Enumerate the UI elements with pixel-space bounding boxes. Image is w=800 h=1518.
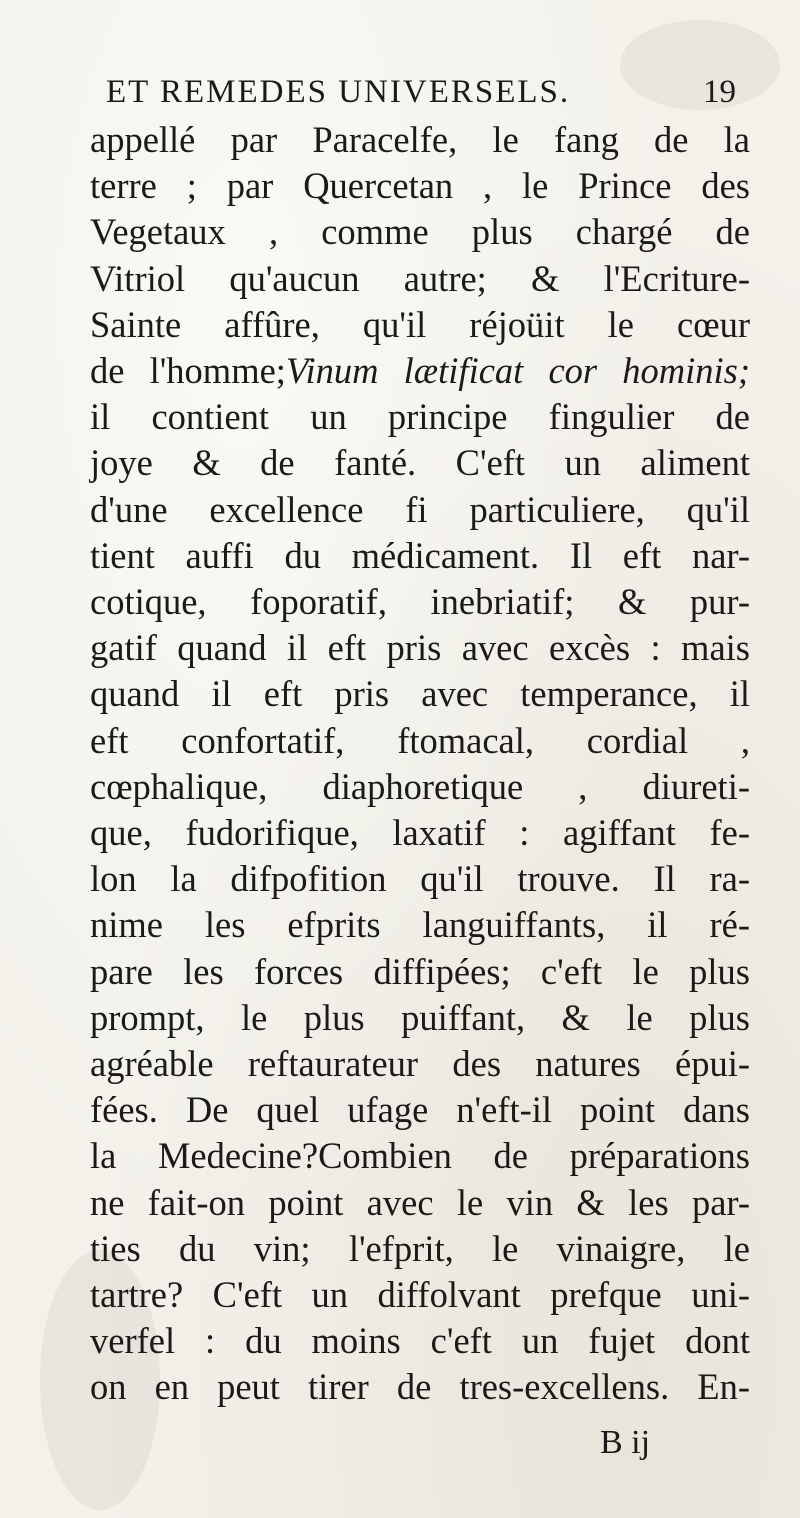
page-header <box>106 74 736 118</box>
text-line-main: quand il eft pris avec temperance, il <box>90 673 750 715</box>
text-line <box>90 1367 750 1407</box>
text-line <box>90 1321 750 1361</box>
text-line <box>90 905 750 945</box>
text-line-main: appellé par Paracelfe, le fang de la <box>90 119 750 160</box>
text-line-main: nime les efprits languiffants, il ré- <box>90 904 750 946</box>
text-line-main: fées. De quel ufage n'eft-il point dans <box>90 1089 750 1131</box>
text-line-main: de l'homme; <box>90 350 286 391</box>
text-line <box>90 582 750 622</box>
text-line-main: terre ; par Quercetan , le Prince des <box>90 165 750 207</box>
text-line <box>90 212 750 252</box>
text-line <box>90 443 750 483</box>
text-line-main: on en peut tirer de tres-excellens. En- <box>90 1366 750 1408</box>
text-line <box>90 397 750 437</box>
text-line-main: Vegetaux , comme plus chargé de <box>90 211 750 253</box>
text-line <box>90 1044 750 1084</box>
page-number: 19 <box>703 74 736 110</box>
body-text <box>0 120 800 1450</box>
text-line-main: tient auffi du médicament. Il eft nar- <box>90 534 750 576</box>
text-line <box>90 1136 750 1176</box>
text-line <box>90 859 750 899</box>
text-line <box>90 767 750 807</box>
text-line-main: la Medecine?Combien de préparations <box>90 1135 750 1177</box>
text-line-main: tartre? C'eft un diffolvant prefque uni- <box>90 1274 750 1315</box>
text-line-main: d'une excellence fi particuliere, qu'il <box>90 488 750 530</box>
text-line <box>90 490 750 530</box>
text-line-main: cotique, foporatif, inebriatif; & pur- <box>90 581 750 622</box>
text-line <box>90 120 750 160</box>
text-line-main: ties du vin; l'efprit, le vinaigre, le <box>90 1227 750 1269</box>
text-line-main: lon la difpofition qu'il trouve. Il ra- <box>90 858 750 900</box>
text-line-main: eft confortatif, ftomacal, cordial , <box>90 719 750 761</box>
text-line <box>90 1090 750 1130</box>
text-line <box>90 166 750 206</box>
text-line <box>90 952 750 992</box>
text-line-main: joye & de fanté. C'eft un aliment <box>90 442 750 484</box>
text-line <box>90 813 750 853</box>
text-line <box>90 536 750 576</box>
text-line-main: Sainte affûre, qu'il réjoüit le cœur <box>90 303 750 345</box>
latin-quotation: Vinum lætificat cor hominis; <box>285 350 750 391</box>
running-title: ET REMEDES UNIVERSELS. <box>106 74 571 110</box>
text-line <box>90 674 750 714</box>
signature-mark: B ij <box>600 1424 651 1461</box>
text-line-main: ne fait-on point avec le vin & les par- <box>90 1181 750 1223</box>
text-line <box>90 1183 750 1223</box>
text-line <box>90 351 750 391</box>
text-line-main: que, fudorifique, laxatif : agiffant fe- <box>90 812 750 853</box>
text-line-main: pare les forces diffipées; c'eft le plus <box>90 950 750 992</box>
text-line-main: il contient un principe fingulier de <box>90 396 750 438</box>
text-line-main: prompt, le plus puiffant, & le plus <box>90 996 750 1038</box>
text-line-main: agréable reftaurateur des natures épui- <box>90 1043 750 1084</box>
text-line <box>90 628 750 668</box>
text-line-main: verfel : du moins c'eft un fujet dont <box>90 1320 750 1362</box>
text-line-main: Vitriol qu'aucun autre; & l'Ecriture- <box>90 257 750 299</box>
text-line <box>90 305 750 345</box>
text-line-main: gatif quand il eft pris avec excès : mais <box>90 627 750 669</box>
text-line <box>90 998 750 1038</box>
text-line-main: cœphalique, diaphoretique , diureti- <box>90 765 750 807</box>
text-line <box>90 259 750 299</box>
text-line <box>90 1229 750 1269</box>
text-line <box>90 1275 750 1315</box>
text-line <box>90 721 750 761</box>
